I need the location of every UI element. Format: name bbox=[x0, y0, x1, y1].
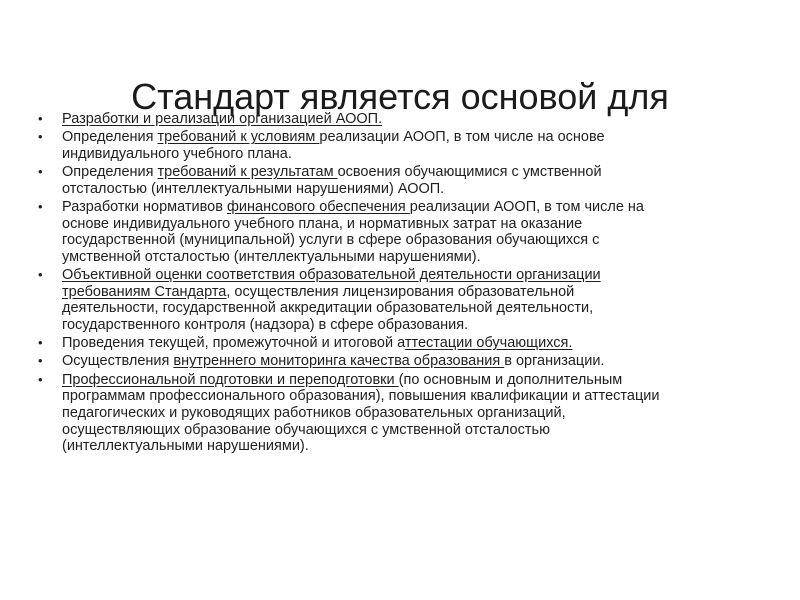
underlined-text: ттестации обучающихся. bbox=[404, 335, 573, 352]
underlined-text: финансового обеспечения bbox=[226, 199, 410, 216]
bullet-text: реализации АООП, в том числе на основе индивидуального учебного плана. bbox=[62, 129, 605, 162]
bullet-marker: • bbox=[38, 371, 43, 387]
bullet-marker: • bbox=[38, 111, 43, 126]
bullet-text: реализации АООП, в том числе на основе индивидуального учебного плана, и нормативных затрат на оказание государственной (муниципальной) услуги в сфере образования обучающихся с умственной отсталостью (интеллектуальными нарушениями). bbox=[62, 199, 644, 265]
underlined-text: Объективной оценки соответствия образовательной деятельности организации требованиям Стандарта bbox=[62, 267, 601, 300]
bullet-item bbox=[38, 129, 668, 162]
bullet-text: Проведения текущей, промежуточной и итоговой а bbox=[62, 335, 405, 352]
underlined-text: внутреннего мониторинга качества образования bbox=[173, 353, 505, 370]
bullet-list bbox=[38, 111, 668, 456]
bullet-item bbox=[38, 199, 668, 265]
bullet-text: Осуществления bbox=[62, 353, 174, 370]
bullet-text: Определения bbox=[62, 164, 158, 181]
bullet-text: , осуществления лицензирования образовательной деятельности, государственной аккредитации образовательной деятельности, государственного контроля (надзора) в сфере образования. bbox=[62, 283, 594, 333]
underlined-text: Профессиональной подготовки и переподготовки bbox=[62, 371, 399, 388]
slide-title: Стандарт является основой для bbox=[131, 76, 669, 118]
underlined-text: требований к условиям bbox=[157, 129, 320, 146]
bullet-item bbox=[38, 335, 668, 352]
bullet-text: освоения обучающимися с умственной отсталостью (интеллектуальными нарушениями) АООП. bbox=[62, 164, 602, 197]
bullet-item bbox=[38, 353, 668, 370]
bullet-text: (по основным и дополнительным программам профессионального образования), повышения квалификации и аттестации педагогических и руководящих работников образовательных организаций, осуществляющих образование обучающихся с умственной отсталостью (интеллектуальными нарушениями). bbox=[62, 371, 660, 455]
underlined-text: требований к результатам bbox=[157, 164, 338, 181]
bullet-text: Разработки нормативов bbox=[62, 199, 227, 216]
bullet-marker: • bbox=[38, 199, 43, 215]
bullet-item bbox=[38, 372, 668, 455]
bullet-item bbox=[38, 164, 668, 197]
bullet-marker: • bbox=[38, 164, 43, 180]
bullet-marker: • bbox=[38, 267, 43, 283]
underlined-text: Разработки и реализации организацией АООП. bbox=[62, 111, 383, 127]
bullet-text: Определения bbox=[62, 129, 158, 146]
bullet-marker: • bbox=[38, 353, 43, 369]
bullet-marker: • bbox=[38, 129, 43, 145]
bullet-item bbox=[38, 111, 668, 128]
bullet-text: в организации. bbox=[504, 353, 605, 370]
bullet-item bbox=[38, 267, 668, 333]
bullet-marker: • bbox=[38, 335, 43, 351]
